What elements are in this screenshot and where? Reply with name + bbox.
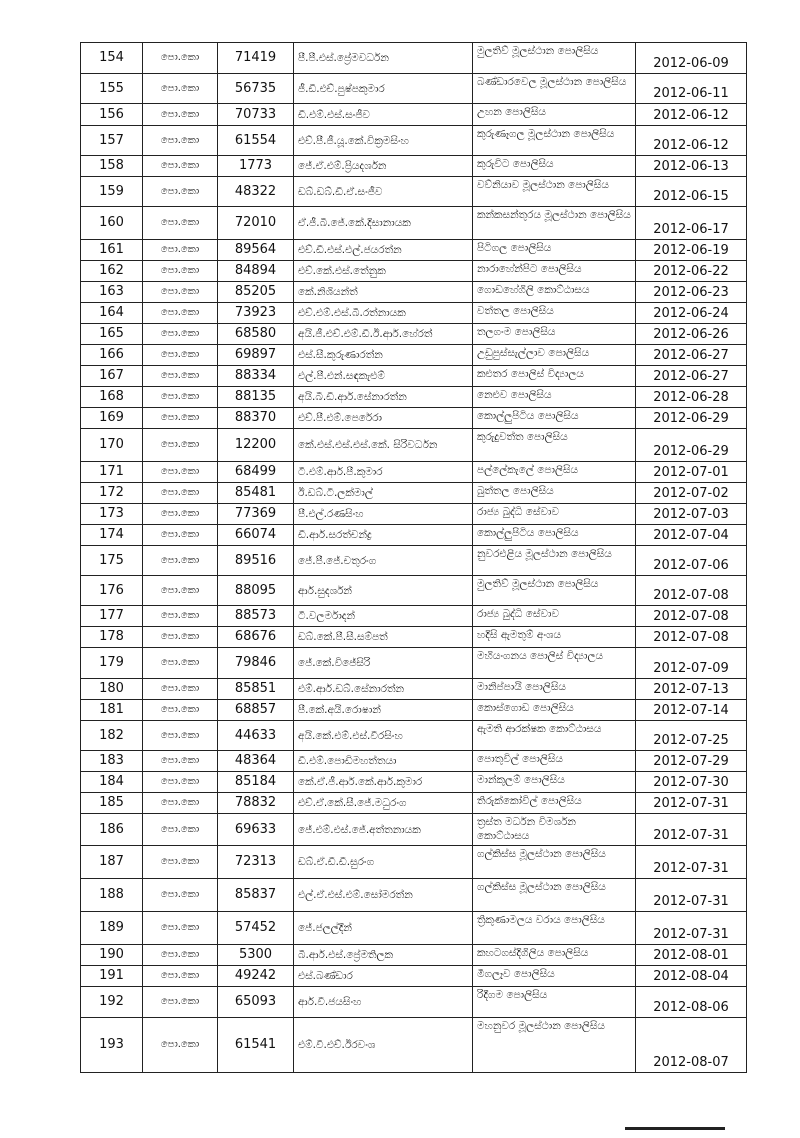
cell-name: කේ.ඒ.ජී.ආර්.කේ.ආර්.කුමාර bbox=[294, 772, 473, 793]
cell-name: එස්.බණ්ඩාර bbox=[294, 966, 473, 987]
cell-name: එල්.පී.එන්.සඳකැළුම් bbox=[294, 366, 473, 387]
cell-station: උඩුපුස්සැල්ලාව පොලිසිය bbox=[473, 345, 636, 366]
cell-reg: 72313 bbox=[218, 846, 294, 879]
table-row bbox=[81, 814, 747, 846]
cell-date: 2012-07-14 bbox=[636, 700, 747, 721]
cell-reg: 89516 bbox=[218, 546, 294, 576]
cell-no: 180 bbox=[81, 679, 143, 700]
cell-no: 168 bbox=[81, 387, 143, 408]
cell-date: 2012-06-24 bbox=[636, 303, 747, 324]
cell-rank: පො.කො bbox=[143, 793, 218, 814]
cell-station: කුරුණෑගල මූලස්ථාන පොලිසිය bbox=[473, 126, 636, 156]
cell-no: 167 bbox=[81, 366, 143, 387]
cell-date: 2012-06-13 bbox=[636, 156, 747, 177]
cell-station: කුරුවිට පොලිසිය bbox=[473, 156, 636, 177]
cell-station: රිදීගම පොලිසිය bbox=[473, 987, 636, 1018]
table-row bbox=[81, 240, 747, 261]
cell-date: 2012-07-08 bbox=[636, 576, 747, 606]
cell-no: 157 bbox=[81, 126, 143, 156]
table-row bbox=[81, 987, 747, 1018]
cell-name: එච්.ඩී.එස්.එල්.ජයරත්න bbox=[294, 240, 473, 261]
table-row bbox=[81, 772, 747, 793]
cell-name: ජේ.ඒ.එම්.ප්‍රියදර්ශන bbox=[294, 156, 473, 177]
cell-station: ත්‍රස්ත මර්ධන විමර්ශන කොට්ඨාසය bbox=[473, 814, 636, 846]
cell-station: උහන පොලිසිය bbox=[473, 104, 636, 126]
cell-no: 181 bbox=[81, 700, 143, 721]
cell-rank: පො.කො bbox=[143, 156, 218, 177]
table-row bbox=[81, 606, 747, 627]
cell-name: ජේ.ජලල්දීන් bbox=[294, 912, 473, 945]
table-row bbox=[81, 387, 747, 408]
cell-reg: 89564 bbox=[218, 240, 294, 261]
table-row bbox=[81, 126, 747, 156]
cell-name: අයි.කේ.එම්.එස්.වීරසිංහ bbox=[294, 721, 473, 751]
table-row bbox=[81, 345, 747, 366]
cell-no: 154 bbox=[81, 43, 143, 74]
cell-reg: 69633 bbox=[218, 814, 294, 846]
table-row bbox=[81, 793, 747, 814]
cell-name: පී.එල්.රණසිංහ bbox=[294, 504, 473, 525]
cell-no: 185 bbox=[81, 793, 143, 814]
cell-no: 162 bbox=[81, 261, 143, 282]
cell-no: 189 bbox=[81, 912, 143, 945]
cell-rank: පො.කො bbox=[143, 303, 218, 324]
cell-name: එච්.ඒ.කේ.සී.ජේ.මධුරංග bbox=[294, 793, 473, 814]
cell-station: කළුතර පොලිස් විද්‍යාලය bbox=[473, 366, 636, 387]
table-row bbox=[81, 207, 747, 240]
cell-station: පල්ලේකැලේ පොලිසිය bbox=[473, 462, 636, 483]
cell-rank: පො.කො bbox=[143, 261, 218, 282]
cell-rank: පො.කො bbox=[143, 43, 218, 74]
cell-name: එච්.පී.එම්.පෙරේරා bbox=[294, 408, 473, 429]
cell-rank: පො.කො bbox=[143, 282, 218, 303]
cell-name: කේ.එස්.එස්.එස්.කේ. සිරිවර්ධන bbox=[294, 429, 473, 462]
cell-name: ඩබ්.කේ.පී.සී.සම්පත් bbox=[294, 627, 473, 648]
cell-name: ඩී.ආර්.සරත්චන්ද්‍ර bbox=[294, 525, 473, 546]
cell-reg: 85205 bbox=[218, 282, 294, 303]
cell-station: රාජ්‍ය බුද්ධි සේවාව bbox=[473, 606, 636, 627]
cell-rank: පො.කො bbox=[143, 912, 218, 945]
cell-date: 2012-06-15 bbox=[636, 177, 747, 207]
cell-no: 169 bbox=[81, 408, 143, 429]
cell-station: මහනුවර මූලස්ථාන පොලිසිය bbox=[473, 1018, 636, 1073]
cell-reg: 88370 bbox=[218, 408, 294, 429]
cell-rank: පො.කො bbox=[143, 366, 218, 387]
cell-reg: 70733 bbox=[218, 104, 294, 126]
cell-rank: පො.කො bbox=[143, 74, 218, 104]
cell-rank: පො.කො bbox=[143, 345, 218, 366]
table-row bbox=[81, 1018, 747, 1073]
cell-no: 183 bbox=[81, 751, 143, 772]
cell-name: එල්.ඒ.එස්.එම්.සෝමරත්න bbox=[294, 879, 473, 912]
cell-no: 176 bbox=[81, 576, 143, 606]
cell-station: මහියංගනය පොලිස් විද්‍යාලය bbox=[473, 648, 636, 679]
page-edge-mark bbox=[625, 1127, 725, 1136]
cell-no: 186 bbox=[81, 814, 143, 846]
cell-station: මාන්කුලම් පොලිසිය bbox=[473, 772, 636, 793]
cell-no: 166 bbox=[81, 345, 143, 366]
table-row bbox=[81, 945, 747, 966]
cell-no: 178 bbox=[81, 627, 143, 648]
cell-rank: පො.කො bbox=[143, 700, 218, 721]
cell-reg: 85851 bbox=[218, 679, 294, 700]
cell-station: මුලතිව් මූලස්ථාන පොලිසිය bbox=[473, 43, 636, 74]
cell-rank: පො.කො bbox=[143, 408, 218, 429]
cell-rank: පො.කො bbox=[143, 751, 218, 772]
cell-rank: පො.කො bbox=[143, 126, 218, 156]
cell-no: 171 bbox=[81, 462, 143, 483]
cell-reg: 49242 bbox=[218, 966, 294, 987]
cell-station: පොතුවිල් පොලිසිය bbox=[473, 751, 636, 772]
cell-station: හදිසි ඇමතුම් අංශය bbox=[473, 627, 636, 648]
cell-date: 2012-07-29 bbox=[636, 751, 747, 772]
cell-no: 173 bbox=[81, 504, 143, 525]
cell-name: ජේ.කේ.විජේසිරි bbox=[294, 648, 473, 679]
cell-station: කුරුදුවත්ත පොලිසිය bbox=[473, 429, 636, 462]
cell-reg: 48364 bbox=[218, 751, 294, 772]
cell-name: ඩී.එම්.පොඩිමහත්තයා bbox=[294, 751, 473, 772]
cell-name: එච්.කේ.එස්.තේනුක bbox=[294, 261, 473, 282]
cell-no: 163 bbox=[81, 282, 143, 303]
cell-date: 2012-07-31 bbox=[636, 879, 747, 912]
officer-table bbox=[80, 42, 747, 1073]
cell-reg: 88334 bbox=[218, 366, 294, 387]
cell-rank: පො.කො bbox=[143, 648, 218, 679]
cell-reg: 1773 bbox=[218, 156, 294, 177]
cell-no: 187 bbox=[81, 846, 143, 879]
cell-no: 184 bbox=[81, 772, 143, 793]
cell-station: බණ්ඩාරවෙල මූලස්ථාන පොලිසිය bbox=[473, 74, 636, 104]
cell-no: 159 bbox=[81, 177, 143, 207]
cell-name: ඩබ්.ඒ.ඩී.ඩී.සුරංග bbox=[294, 846, 473, 879]
cell-rank: පො.කො bbox=[143, 679, 218, 700]
cell-date: 2012-06-26 bbox=[636, 324, 747, 345]
cell-reg: 44633 bbox=[218, 721, 294, 751]
cell-date: 2012-07-03 bbox=[636, 504, 747, 525]
cell-reg: 65093 bbox=[218, 987, 294, 1018]
cell-no: 190 bbox=[81, 945, 143, 966]
cell-date: 2012-07-09 bbox=[636, 648, 747, 679]
cell-date: 2012-07-25 bbox=[636, 721, 747, 751]
table-row bbox=[81, 912, 747, 945]
cell-no: 164 bbox=[81, 303, 143, 324]
cell-date: 2012-06-28 bbox=[636, 387, 747, 408]
table-row bbox=[81, 648, 747, 679]
cell-rank: පො.කො bbox=[143, 1018, 218, 1073]
table-body bbox=[81, 43, 747, 1073]
cell-date: 2012-07-31 bbox=[636, 912, 747, 945]
table-row bbox=[81, 546, 747, 576]
cell-station: රාජ්‍ය බුද්ධි සේවාව bbox=[473, 504, 636, 525]
cell-reg: 71419 bbox=[218, 43, 294, 74]
cell-date: 2012-06-11 bbox=[636, 74, 747, 104]
cell-no: 155 bbox=[81, 74, 143, 104]
cell-reg: 88135 bbox=[218, 387, 294, 408]
cell-rank: පො.කො bbox=[143, 462, 218, 483]
cell-no: 156 bbox=[81, 104, 143, 126]
cell-no: 177 bbox=[81, 606, 143, 627]
cell-name: ටී.වලර්මාදන් bbox=[294, 606, 473, 627]
cell-date: 2012-06-22 bbox=[636, 261, 747, 282]
cell-name: කේ.නිශියන්ත් bbox=[294, 282, 473, 303]
cell-reg: 85837 bbox=[218, 879, 294, 912]
cell-station: ගල්කිස්ස මූලස්ථාන පොලිසිය bbox=[473, 879, 636, 912]
cell-no: 188 bbox=[81, 879, 143, 912]
cell-name: අයි.ජී.එච්.එම්.ඩී.ඊ.ආර්.හේරත් bbox=[294, 324, 473, 345]
cell-station: නාරාහේන්පිට පොලිසිය bbox=[473, 261, 636, 282]
cell-no: 161 bbox=[81, 240, 143, 261]
cell-date: 2012-07-31 bbox=[636, 846, 747, 879]
cell-date: 2012-07-08 bbox=[636, 627, 747, 648]
cell-rank: පො.කො bbox=[143, 576, 218, 606]
table-row bbox=[81, 462, 747, 483]
cell-reg: 85481 bbox=[218, 483, 294, 504]
cell-rank: පො.කො bbox=[143, 945, 218, 966]
cell-reg: 88095 bbox=[218, 576, 294, 606]
cell-rank: පො.කො bbox=[143, 987, 218, 1018]
cell-reg: 68580 bbox=[218, 324, 294, 345]
cell-no: 160 bbox=[81, 207, 143, 240]
cell-name: පී.කේ.අයි.රොෂාන් bbox=[294, 700, 473, 721]
cell-name: එම්.වී.එච්.ඊරවංශ bbox=[294, 1018, 473, 1073]
cell-reg: 68857 bbox=[218, 700, 294, 721]
cell-date: 2012-07-13 bbox=[636, 679, 747, 700]
cell-rank: පො.කො bbox=[143, 846, 218, 879]
cell-rank: පො.කො bbox=[143, 814, 218, 846]
cell-station: කහටගස්දිගිලිය පොලිසිය bbox=[473, 945, 636, 966]
cell-station: පිටිගල පොලිසිය bbox=[473, 240, 636, 261]
cell-date: 2012-06-29 bbox=[636, 429, 747, 462]
cell-no: 172 bbox=[81, 483, 143, 504]
table-row bbox=[81, 966, 747, 987]
cell-reg: 56735 bbox=[218, 74, 294, 104]
cell-reg: 68499 bbox=[218, 462, 294, 483]
cell-reg: 77369 bbox=[218, 504, 294, 525]
cell-date: 2012-08-01 bbox=[636, 945, 747, 966]
cell-station: බුත්තල පොලිසිය bbox=[473, 483, 636, 504]
table-row bbox=[81, 679, 747, 700]
cell-station: නෙළුව පොලිසිය bbox=[473, 387, 636, 408]
cell-name: එච්.පී.ජී.යූ.කේ.වික්‍රමසිංහ bbox=[294, 126, 473, 156]
cell-reg: 84894 bbox=[218, 261, 294, 282]
table-row bbox=[81, 324, 747, 345]
cell-no: 158 bbox=[81, 156, 143, 177]
cell-no: 182 bbox=[81, 721, 143, 751]
cell-rank: පො.කො bbox=[143, 104, 218, 126]
cell-name: පී.පී.එස්.ප්‍රේමවර්ධන bbox=[294, 43, 473, 74]
cell-reg: 61541 bbox=[218, 1018, 294, 1073]
cell-name: ටී.එම්.ආර්.පී.කුමාර bbox=[294, 462, 473, 483]
table-row bbox=[81, 751, 747, 772]
cell-reg: 79846 bbox=[218, 648, 294, 679]
cell-name: බී.ආර්.එස්.ප්‍රේමතිලක bbox=[294, 945, 473, 966]
cell-date: 2012-07-31 bbox=[636, 793, 747, 814]
table-row bbox=[81, 177, 747, 207]
cell-rank: පො.කො bbox=[143, 429, 218, 462]
cell-date: 2012-06-09 bbox=[636, 43, 747, 74]
table-row bbox=[81, 504, 747, 525]
cell-no: 165 bbox=[81, 324, 143, 345]
cell-rank: පො.කො bbox=[143, 177, 218, 207]
cell-date: 2012-06-27 bbox=[636, 366, 747, 387]
table-row bbox=[81, 74, 747, 104]
cell-rank: පො.කො bbox=[143, 606, 218, 627]
cell-reg: 88573 bbox=[218, 606, 294, 627]
table-row bbox=[81, 483, 747, 504]
cell-rank: පො.කො bbox=[143, 240, 218, 261]
cell-date: 2012-07-31 bbox=[636, 814, 747, 846]
cell-station: වව්නියාව මූලස්ථාන පොලිසිය bbox=[473, 177, 636, 207]
cell-name: ආර්.සුදර්ශන් bbox=[294, 576, 473, 606]
table-row bbox=[81, 261, 747, 282]
cell-rank: පො.කො bbox=[143, 627, 218, 648]
cell-no: 179 bbox=[81, 648, 143, 679]
cell-reg: 5300 bbox=[218, 945, 294, 966]
cell-reg: 68676 bbox=[218, 627, 294, 648]
cell-date: 2012-08-04 bbox=[636, 966, 747, 987]
cell-reg: 61554 bbox=[218, 126, 294, 156]
cell-station: කොල්ලුපිටිය පොලිසිය bbox=[473, 525, 636, 546]
cell-station: කොල්ලුපිටිය පොලිසිය bbox=[473, 408, 636, 429]
cell-station: නුවරඑළිය මූලස්ථාන පොලිසිය bbox=[473, 546, 636, 576]
cell-station: කොස්ගොඩ පොලිසිය bbox=[473, 700, 636, 721]
cell-rank: පො.කො bbox=[143, 525, 218, 546]
cell-rank: පො.කො bbox=[143, 966, 218, 987]
cell-name: ආර්.වී.ජයසිංහ bbox=[294, 987, 473, 1018]
cell-reg: 73923 bbox=[218, 303, 294, 324]
cell-station: තලගංම පොලිසිය bbox=[473, 324, 636, 345]
cell-rank: පො.කො bbox=[143, 387, 218, 408]
table-row bbox=[81, 282, 747, 303]
document-page bbox=[80, 42, 746, 1073]
cell-name: ඒ.ජී.බී.ජේ.කේ.දිසානායක bbox=[294, 207, 473, 240]
table-row bbox=[81, 576, 747, 606]
cell-date: 2012-06-27 bbox=[636, 345, 747, 366]
cell-rank: පො.කො bbox=[143, 324, 218, 345]
cell-rank: පො.කො bbox=[143, 207, 218, 240]
table-row bbox=[81, 104, 747, 126]
table-row bbox=[81, 43, 747, 74]
cell-no: 175 bbox=[81, 546, 143, 576]
cell-name: එච්.එම්.එස්.බී.රත්නායක bbox=[294, 303, 473, 324]
cell-date: 2012-07-02 bbox=[636, 483, 747, 504]
cell-date: 2012-07-30 bbox=[636, 772, 747, 793]
cell-name: ජී.ඩී.එච්.පුෂ්පකුමාර bbox=[294, 74, 473, 104]
cell-station: වත්තල පොලිසිය bbox=[473, 303, 636, 324]
table-row bbox=[81, 846, 747, 879]
table-row bbox=[81, 408, 747, 429]
cell-station: කන්කසන්තුරය මූලස්ථාන පොලිසිය bbox=[473, 207, 636, 240]
table-row bbox=[81, 303, 747, 324]
cell-reg: 57452 bbox=[218, 912, 294, 945]
cell-reg: 78832 bbox=[218, 793, 294, 814]
cell-name: අයි.බී.ඩී.ආර්.සේනාරත්න bbox=[294, 387, 473, 408]
cell-name: ජේ.පී.ජේ.චතුරංග bbox=[294, 546, 473, 576]
cell-date: 2012-07-01 bbox=[636, 462, 747, 483]
cell-reg: 12200 bbox=[218, 429, 294, 462]
cell-name: ඩබ්.ඩබ්.ඩී.ඒ.සංජීව bbox=[294, 177, 473, 207]
cell-rank: පො.කො bbox=[143, 879, 218, 912]
cell-no: 192 bbox=[81, 987, 143, 1018]
cell-station: මීගලෑව පොලිසිය bbox=[473, 966, 636, 987]
cell-date: 2012-06-29 bbox=[636, 408, 747, 429]
table-row bbox=[81, 627, 747, 648]
cell-reg: 66074 bbox=[218, 525, 294, 546]
table-row bbox=[81, 721, 747, 751]
cell-station: ගොඩහේගිලි කොට්ඨාසය bbox=[473, 282, 636, 303]
cell-reg: 69897 bbox=[218, 345, 294, 366]
cell-date: 2012-06-12 bbox=[636, 104, 747, 126]
cell-station: ත්‍රිකුණාමලය වරාය පොලිසිය bbox=[473, 912, 636, 945]
cell-rank: පො.කො bbox=[143, 721, 218, 751]
cell-name: ඩී.එම්.එස්.සංජීව bbox=[294, 104, 473, 126]
cell-no: 193 bbox=[81, 1018, 143, 1073]
cell-date: 2012-08-06 bbox=[636, 987, 747, 1018]
cell-no: 174 bbox=[81, 525, 143, 546]
cell-station: ගල්කිස්ස මූලස්ථාන පොලිසිය bbox=[473, 846, 636, 879]
table-row bbox=[81, 429, 747, 462]
table-row bbox=[81, 879, 747, 912]
cell-date: 2012-08-07 bbox=[636, 1018, 747, 1073]
cell-date: 2012-07-08 bbox=[636, 606, 747, 627]
cell-name: ජේ.එම්.එස්.ජේ.අත්තනායක bbox=[294, 814, 473, 846]
cell-date: 2012-06-23 bbox=[636, 282, 747, 303]
cell-reg: 85184 bbox=[218, 772, 294, 793]
cell-name: එස්.සී.කුරුණාරත්න bbox=[294, 345, 473, 366]
cell-station: තිරුක්කෝවිල් පොලිසිය bbox=[473, 793, 636, 814]
cell-station: මානිප්පායි පොලිසිය bbox=[473, 679, 636, 700]
cell-no: 170 bbox=[81, 429, 143, 462]
cell-rank: පො.කො bbox=[143, 504, 218, 525]
cell-date: 2012-07-04 bbox=[636, 525, 747, 546]
cell-date: 2012-06-12 bbox=[636, 126, 747, 156]
cell-rank: පො.කො bbox=[143, 483, 218, 504]
table-row bbox=[81, 525, 747, 546]
cell-date: 2012-06-19 bbox=[636, 240, 747, 261]
cell-station: මුලතිව් මූලස්ථාන පොලිසිය bbox=[473, 576, 636, 606]
cell-name: එම්.ආර්.ඩබ්.සේනාරත්න bbox=[294, 679, 473, 700]
table-row bbox=[81, 700, 747, 721]
cell-reg: 48322 bbox=[218, 177, 294, 207]
cell-date: 2012-07-06 bbox=[636, 546, 747, 576]
table-row bbox=[81, 156, 747, 177]
cell-station: ඇමති ආරක්ෂක කොට්ඨාසය bbox=[473, 721, 636, 751]
cell-rank: පො.කො bbox=[143, 772, 218, 793]
cell-date: 2012-06-17 bbox=[636, 207, 747, 240]
table-row bbox=[81, 366, 747, 387]
cell-no: 191 bbox=[81, 966, 143, 987]
cell-name: ඊ.ඩබ්.ටී.ලක්මාල් bbox=[294, 483, 473, 504]
cell-reg: 72010 bbox=[218, 207, 294, 240]
cell-rank: පො.කො bbox=[143, 546, 218, 576]
